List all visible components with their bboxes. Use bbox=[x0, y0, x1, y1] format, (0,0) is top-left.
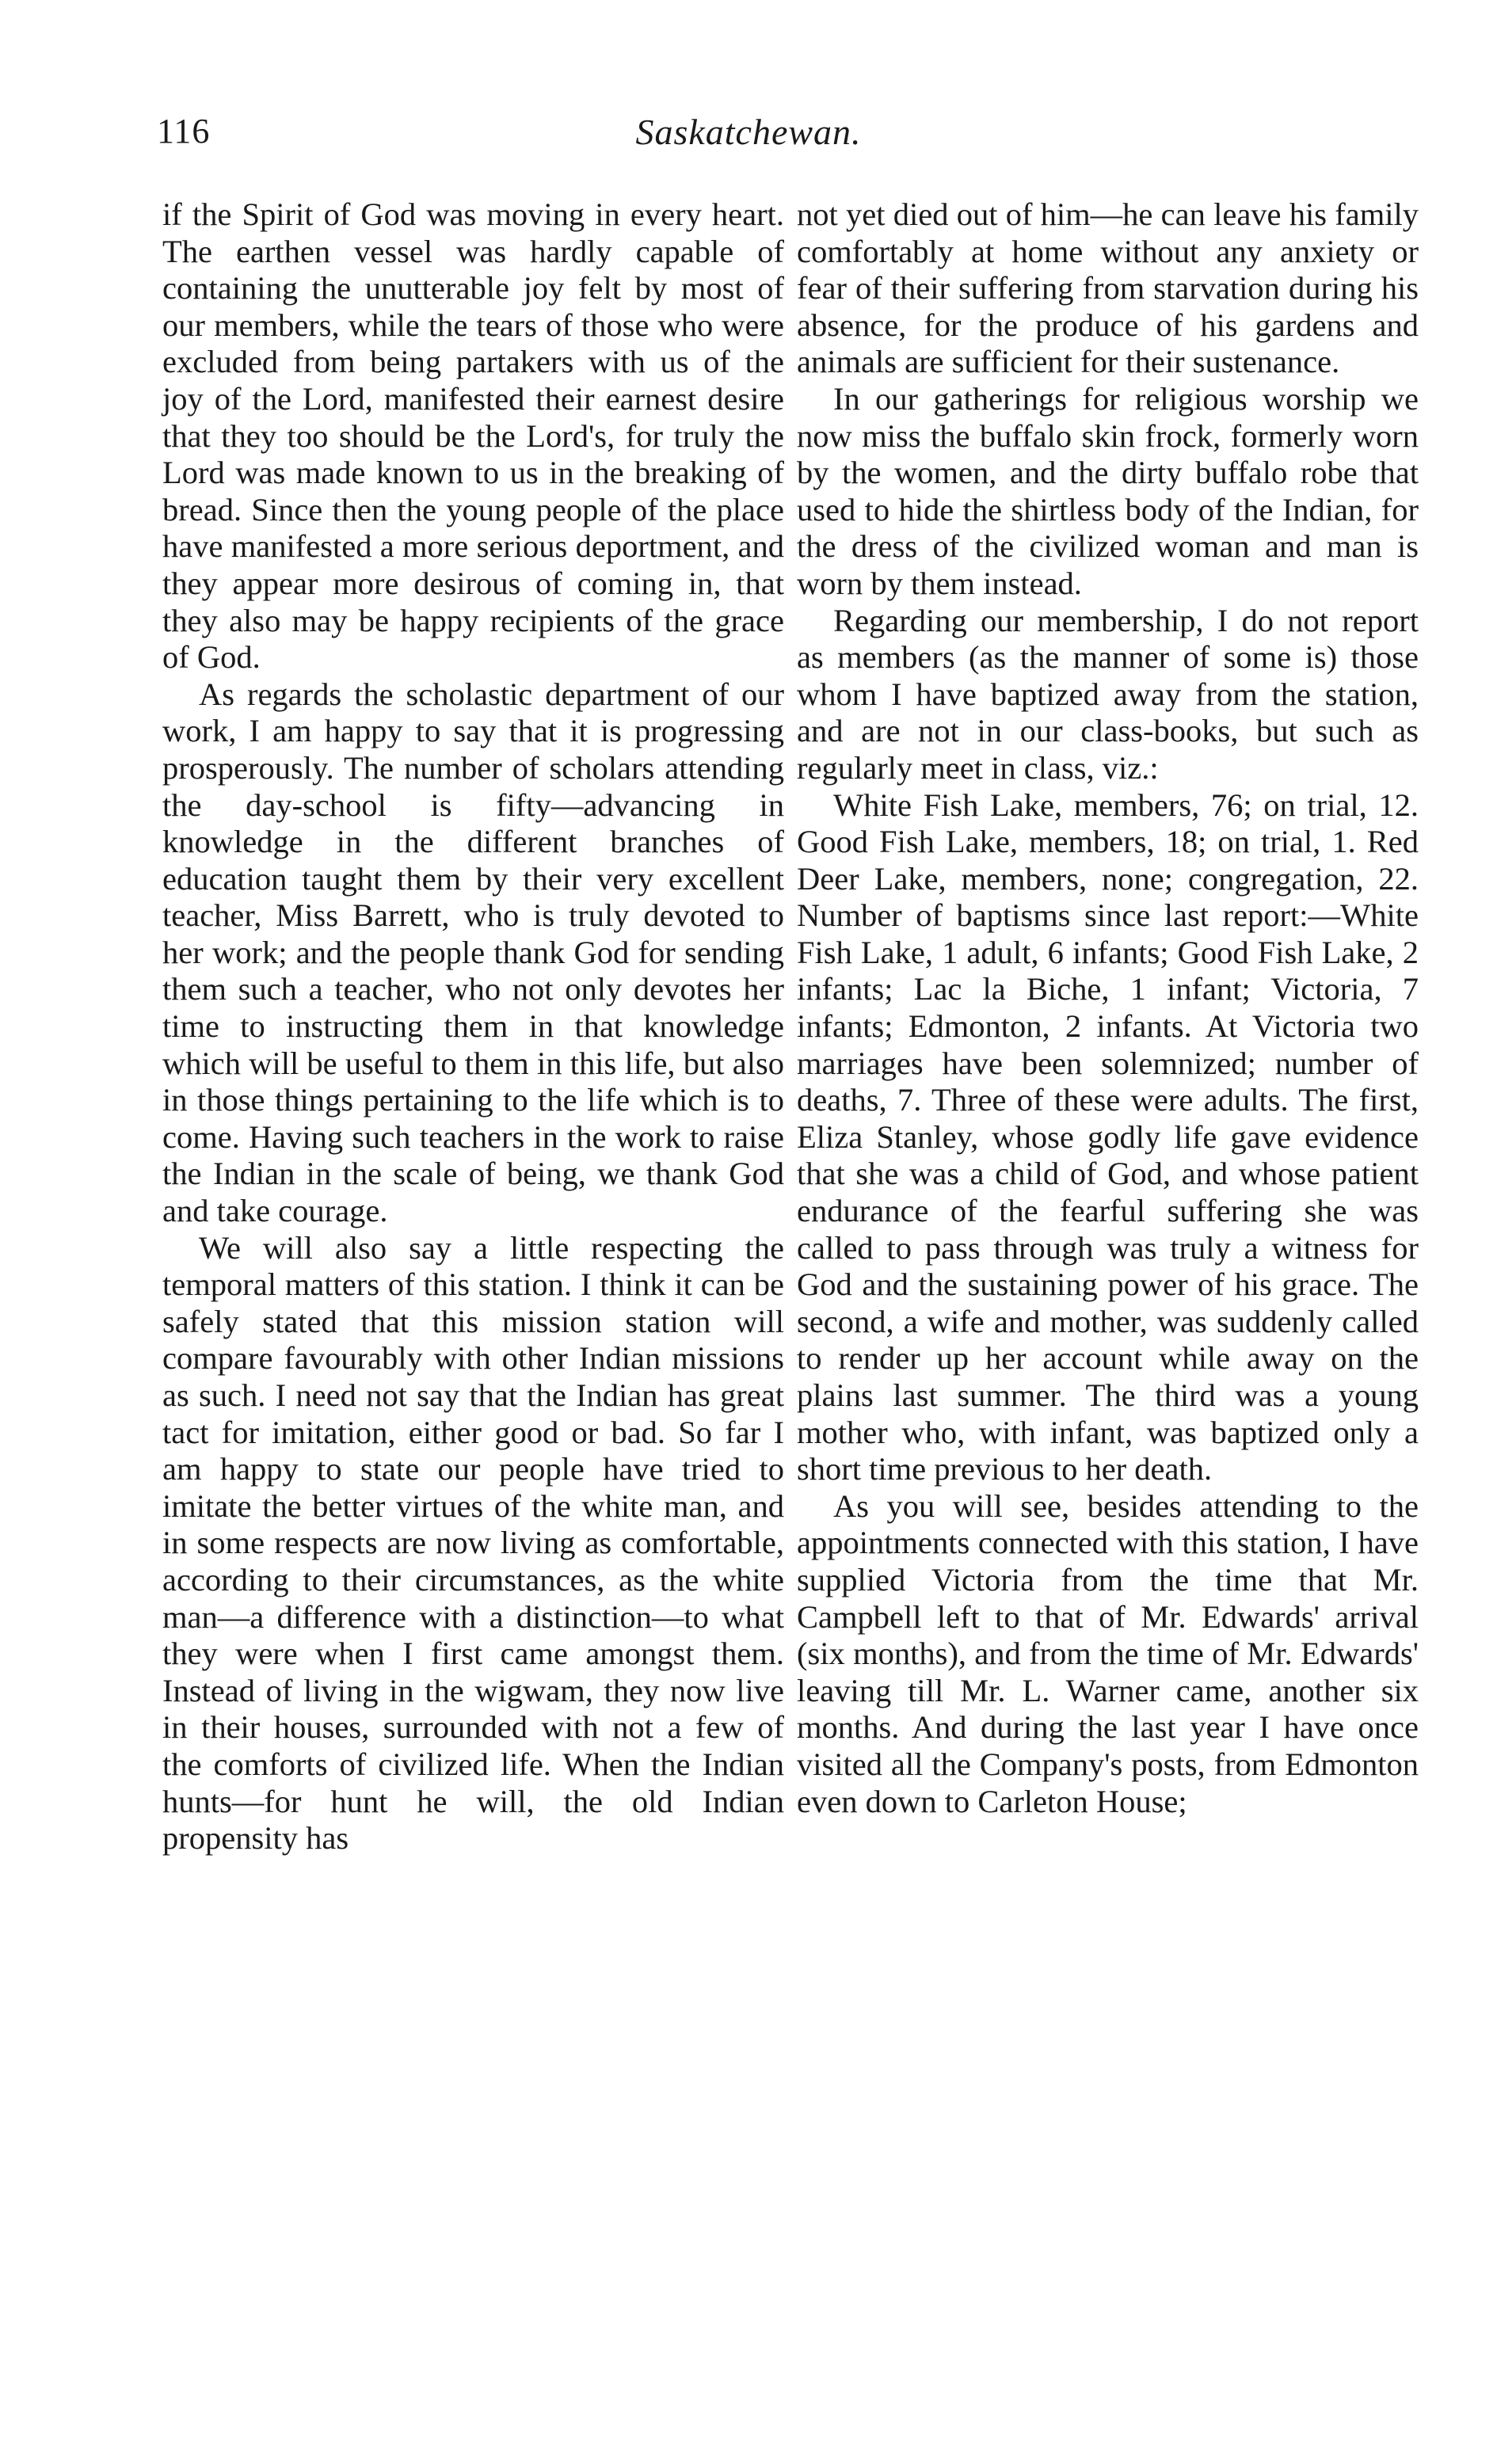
left-paragraph-3: We will also say a little respecting the temporal matters of this station. I think it can be safely stated that this mission station will compare favourably with other Indian missions as such. I need not say that the Indian has great tact for imitation, either good or bad. So far I am happy to state our people have tried to imitate the better virtues of the white man, and in some respects are now living as comfortable, according to their circumstances, as the white man—a difference with a distinction—to what they were when I first came amongst them. Instead of living in the wigwam, they now live in their houses, surrounded with not a few of the comforts of civilized life. When the Indian hunts—for hunt he will, the old Indian propensity has bbox=[162, 1229, 784, 1857]
running-title: Saskatchewan. bbox=[635, 112, 862, 152]
right-paragraph-5: As you will see, besides attending to the appointments connected with this station, I have supplied Victoria from the time that Mr. Campbell left to that of Mr. Edwards' arrival (six months), and from the time of Mr. Edwards' leaving till Mr. L. Warner came, another six months. And during the last year I have once visited all the Company's posts, from Edmonton even down to Carleton House; bbox=[797, 1487, 1419, 1819]
left-column bbox=[162, 196, 784, 1857]
right-paragraph-1: not yet died out of him—he can leave his family comfortably at home without any anxiety or fear of their suffering from starvation during his absence, for the produce of his gardens and animals are sufficient for their sustenance. bbox=[797, 196, 1419, 380]
right-column bbox=[797, 196, 1419, 1820]
left-paragraph-1: if the Spirit of God was moving in every heart. The earthen vessel was hardly capable of containing the unutterable joy felt by most of our members, while the tears of those who were excluded from being partakers with us of the joy of the Lord, manifested their earnest desire that they too should be the Lord's, for truly the Lord was made known to us in the breaking of bread. Since then the young people of the place have manifested a more serious deportment, and they appear more desirous of coming in, that they also may be happy recipients of the grace of God. bbox=[162, 196, 784, 676]
left-paragraph-2: As regards the scholastic department of our work, I am happy to say that it is progressing prosperously. The number of scholars attending the day-school is fifty—advancing in knowledge in the different branches of education taught them by their very excellent teacher, Miss Barrett, who is truly devoted to her work; and the people thank God for sending them such a teacher, who not only devotes her time to instructing them in that knowledge which will be useful to them in this life, but also in those things pertaining to the life which is to come. Having such teachers in the work to raise the Indian in the scale of being, we thank God and take courage. bbox=[162, 676, 784, 1229]
right-paragraph-3: Regarding our membership, I do not report as members (as the manner of some is) those whom I have baptized away from the station, and are not in our class-books, but such as regularly meet in class, viz.: bbox=[797, 602, 1419, 786]
right-paragraph-4: White Fish Lake, members, 76; on trial, 12. Good Fish Lake, members, 18; on trial, 1. Red Deer Lake, members, none; congregation, 22. Number of baptisms since last report:—White Fish Lake, 1 adult, 6 infants; Good Fish Lake, 2 infants; Lac la Biche, 1 infant; Victoria, 7 infants; Edmonton, 2 infants. At Victoria two marriages have been solemnized; number of deaths, 7. Three of these were adults. The first, Eliza Stanley, whose godly life gave evidence that she was a child of God, and whose patient endurance of the fearful suffering she was called to pass through was truly a witness for God and the sustaining power of his grace. The second, a wife and mother, was suddenly called to render up her account while away on the plains last summer. The third was a young mother who, with infant, was baptized only a short time previous to her death. bbox=[797, 786, 1419, 1487]
page-number: 116 bbox=[157, 112, 211, 150]
right-paragraph-2: In our gatherings for religious worship we now miss the buffalo skin frock, formerly worn by the women, and the dirty buffalo robe that used to hide the shirtless body of the Indian, for the dress of the civilized woman and man is worn by them instead. bbox=[797, 380, 1419, 601]
